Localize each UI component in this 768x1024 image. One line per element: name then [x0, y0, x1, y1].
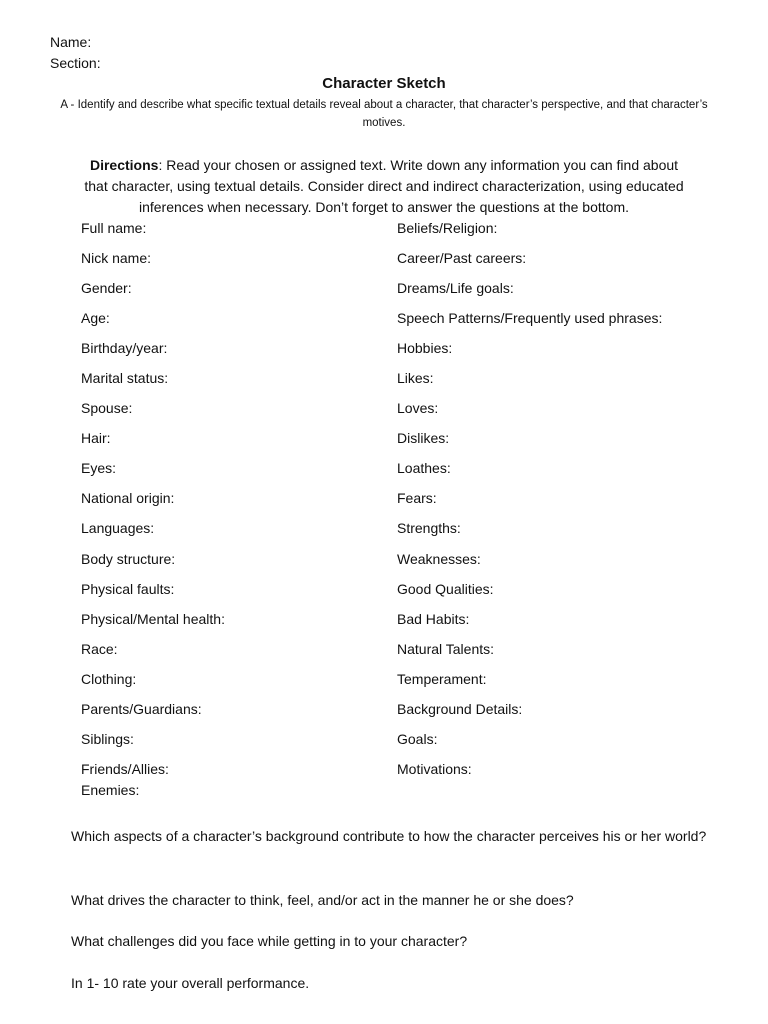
field-marital-status: Marital status: — [81, 370, 169, 386]
section-label: Section: — [50, 55, 101, 71]
page-subtitle: A - Identify and describe what specific textual details reveal about a character, that character’s perspective, and that character’s motives. — [60, 99, 708, 129]
field-dreams: Dreams/Life goals: — [397, 280, 514, 296]
field-clothing: Clothing: — [81, 671, 137, 687]
field-natural-talents: Natural Talents: — [397, 641, 495, 657]
directions-text: : Read your chosen or assigned text. Write down any information you can find about that character, using textual details. Consider direct and indirect characterization, using educated inferences when necessary. Don’t forget to answer the questions at the bottom. — [84, 157, 684, 215]
field-physical-faults: Physical faults: — [81, 581, 175, 597]
field-languages: Languages: — [81, 520, 155, 536]
question-challenges: What challenges did you face while getting in to your character? — [71, 933, 468, 949]
field-national-origin: National origin: — [81, 490, 175, 506]
field-full-name: Full name: — [81, 220, 147, 236]
name-label: Name: — [50, 34, 92, 50]
field-age: Age: — [81, 310, 110, 326]
directions-label: Directions — [89, 157, 159, 173]
field-birthday: Birthday/year: — [81, 340, 168, 356]
field-fears: Fears: — [397, 490, 437, 506]
field-goals: Goals: — [397, 731, 438, 747]
field-weaknesses: Weaknesses: — [397, 551, 481, 567]
field-nick-name: Nick name: — [81, 250, 152, 266]
field-bad-habits: Bad Habits: — [397, 611, 470, 627]
field-strengths: Strengths: — [397, 520, 461, 536]
page-title: Character Sketch — [322, 75, 446, 92]
field-likes: Likes: — [397, 370, 434, 386]
field-spouse: Spouse: — [81, 400, 133, 416]
field-enemies: Enemies: — [81, 782, 140, 798]
field-loves: Loves: — [397, 400, 439, 416]
field-health: Physical/Mental health: — [81, 611, 225, 627]
field-background-details: Background Details: — [397, 701, 523, 717]
field-speech-patterns: Speech Patterns/Frequently used phrases: — [397, 310, 663, 326]
field-good-qualities: Good Qualities: — [397, 581, 494, 597]
field-beliefs: Beliefs/Religion: — [397, 220, 498, 236]
field-loathes: Loathes: — [397, 460, 451, 476]
question-drives: What drives the character to think, feel, and/or act in the manner he or she does? — [71, 892, 574, 908]
question-background: Which aspects of a character’s background contribute to how the character perceives his or her world? — [71, 828, 707, 844]
field-career: Career/Past careers: — [397, 250, 527, 266]
question-rating: In 1- 10 rate your overall performance. — [71, 975, 310, 991]
field-temperament: Temperament: — [397, 671, 487, 687]
directions-paragraph — [78, 155, 690, 218]
field-body-structure: Body structure: — [81, 551, 176, 567]
field-siblings: Siblings: — [81, 731, 134, 747]
field-dislikes: Dislikes: — [397, 430, 450, 446]
field-eyes: Eyes: — [81, 460, 117, 476]
field-hobbies: Hobbies: — [397, 340, 453, 356]
field-hair: Hair: — [81, 430, 111, 446]
field-motivations: Motivations: — [397, 761, 472, 777]
field-race: Race: — [81, 641, 118, 657]
field-friends: Friends/Allies: — [81, 761, 169, 777]
field-parents: Parents/Guardians: — [81, 701, 202, 717]
field-gender: Gender: — [81, 280, 132, 296]
